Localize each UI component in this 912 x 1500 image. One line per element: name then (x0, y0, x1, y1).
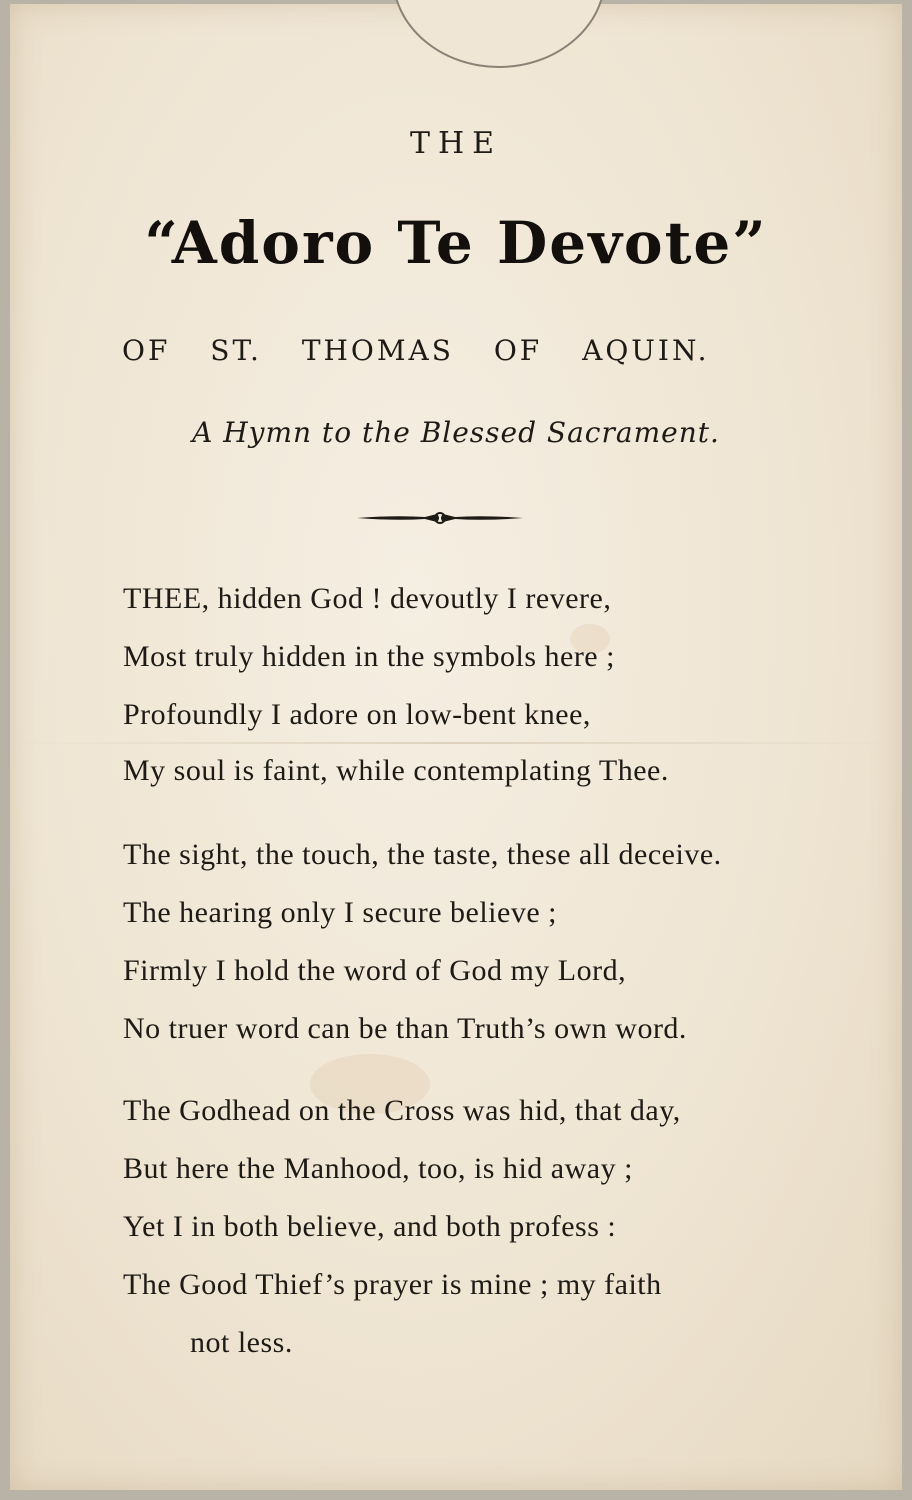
verse-line: The hearing only I secure believe ; (123, 896, 557, 929)
verse-line: No truer word can be than Truth’s own word. (123, 1012, 687, 1045)
verse-line: My soul is faint, while contemplating Thee. (123, 754, 669, 787)
verse-line-continuation: not less. (190, 1326, 293, 1359)
hymn-tagline: A Hymn to the Blessed Sacrament. (192, 416, 720, 449)
hymn-title: “Adoro Te Devote” (144, 209, 768, 277)
heading-the: THE (409, 126, 503, 161)
verse-line: Firmly I hold the word of God my Lord, (123, 954, 627, 987)
verse-line: Yet I in both believe, and both profess : (123, 1210, 617, 1243)
ornament-divider (355, 508, 525, 528)
verse-line: Profoundly I adore on low-bent knee, (123, 698, 591, 731)
hymn-author-line: OF ST. THOMAS OF AQUIN. (122, 334, 710, 367)
prayer-card (10, 4, 902, 1490)
verse-line: Most truly hidden in the symbols here ; (123, 640, 615, 673)
verse-line: The sight, the touch, the taste, these all deceive. (123, 838, 722, 871)
card-fold-crease (10, 742, 902, 744)
verse-line: But here the Manhood, too, is hid away ; (123, 1152, 633, 1185)
verse-line: THEE, hidden God ! devoutly I revere, (123, 582, 612, 615)
verse-line: The Good Thief’s prayer is mine ; my faith (123, 1268, 662, 1301)
card-tab-notch (392, 0, 606, 68)
verse-line: The Godhead on the Cross was hid, that day, (123, 1094, 681, 1127)
